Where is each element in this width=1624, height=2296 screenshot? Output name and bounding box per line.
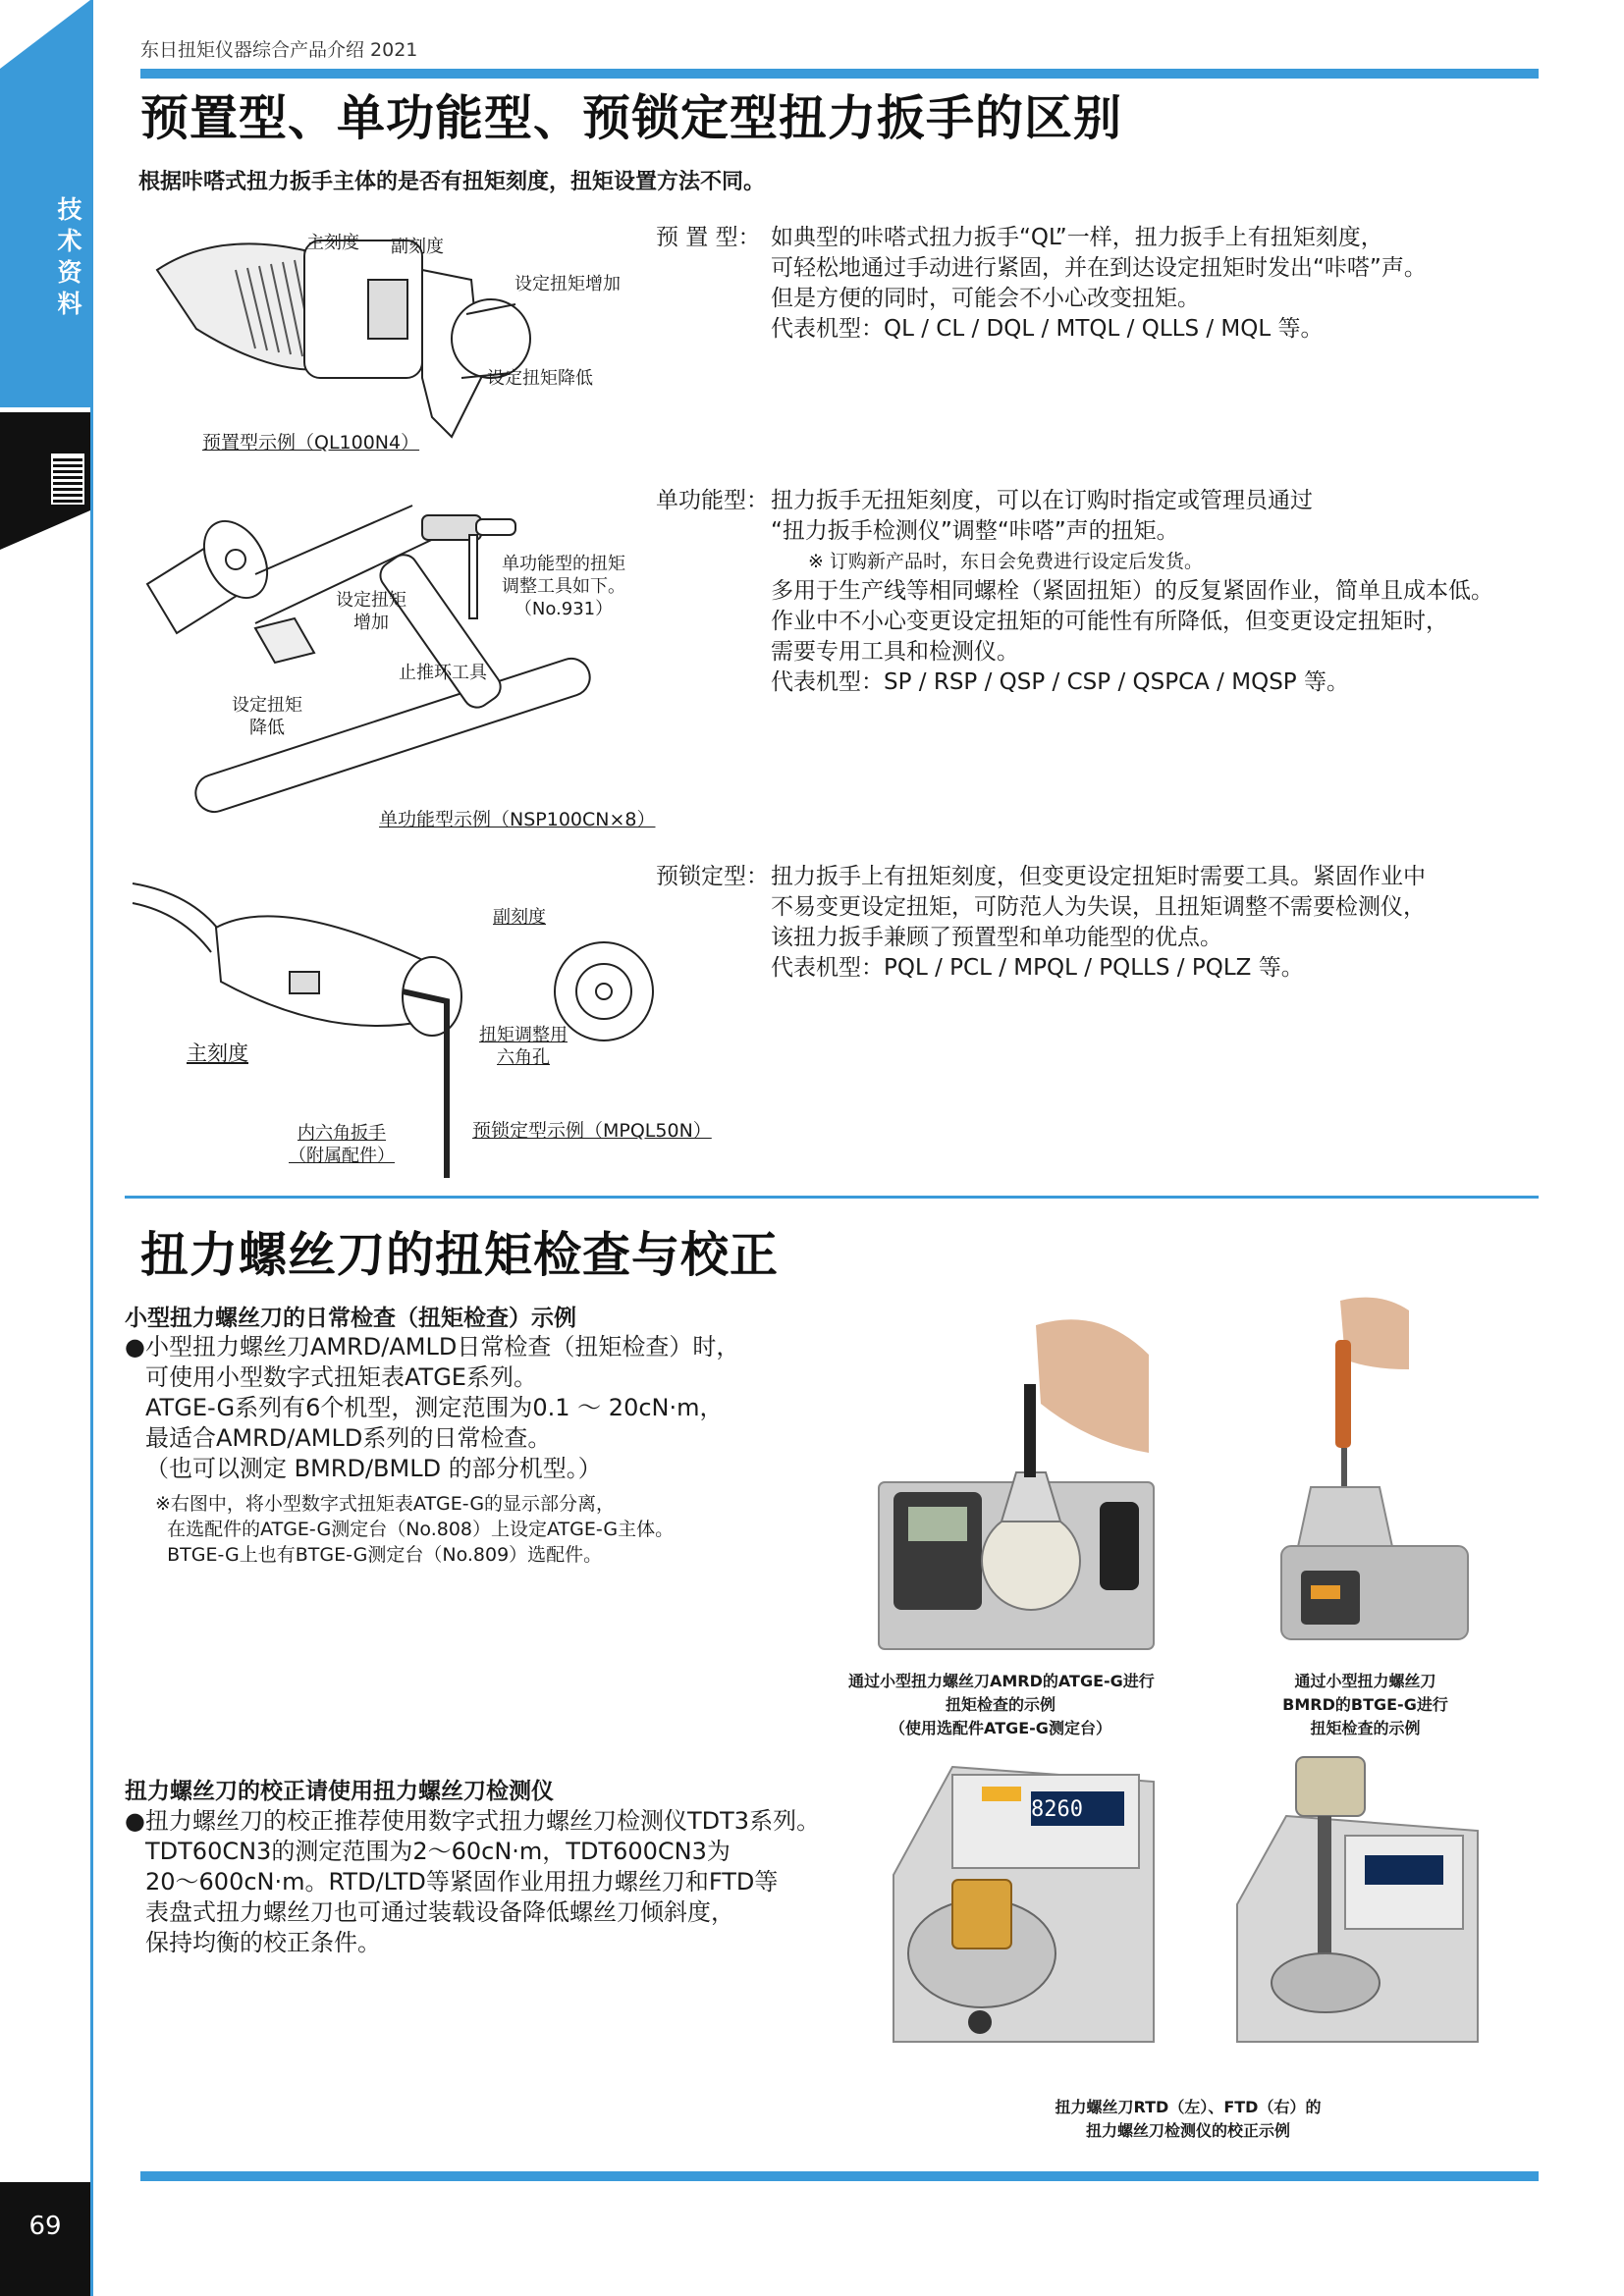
single-line-5: 需要专用工具和检测仪。 (771, 639, 1019, 665)
section2-title: 扭力螺丝刀的扭矩检查与校正 (140, 1227, 780, 1283)
prelock-hex-key-label: 内六角扳手 （附属配件） (289, 1123, 395, 1166)
calibration-line-5: 保持均衡的校正条件。 (145, 1929, 381, 1956)
preset-line-4: 代表机型：QL / CL / DQL / MTQL / QLLS / MQL 等。 (771, 316, 1324, 342)
preset-term: 预 置 型： (656, 225, 761, 250)
preset-caption: 预置型示例（QL100N4） (202, 432, 420, 454)
prelock-sub-scale-label: 副刻度 (493, 907, 546, 928)
daily-check-line-4: 最适合AMRD/AMLD系列的日常检查。 (145, 1424, 552, 1452)
ftd-tester-photo (1227, 1757, 1483, 2052)
daily-check-heading: 小型扭力螺丝刀的日常检查（扭矩检查）示例 (125, 1306, 576, 1331)
prelock-line-4: 代表机型：PQL / PCL / MPQL / PQLLS / PQLZ 等。 (771, 955, 1304, 981)
preset-sub-scale-label: 副刻度 (391, 237, 444, 257)
daily-check-line-1: 小型扭力螺丝刀AMRD/AMLD日常检查（扭矩检查）时， (145, 1333, 740, 1361)
single-wrench-illustration (147, 506, 638, 800)
single-caption: 单功能型示例（NSP100CN×8） (379, 809, 656, 830)
single-note: ※ 订购新产品时，东日会免费进行设定后发货。 (808, 551, 1203, 572)
preset-wrench-illustration (157, 231, 569, 452)
prelock-line-2: 不易变更设定扭矩，可防范人为失误，且扭矩调整不需要检测仪， (771, 894, 1426, 920)
section-divider (125, 1196, 1539, 1199)
calibration-heading: 扭力螺丝刀的校正请使用扭力螺丝刀检测仪 (125, 1779, 554, 1804)
side-tab-label: 技术资料 (57, 195, 82, 318)
preset-decrease-label: 设定扭矩降低 (487, 368, 593, 389)
single-tool-label: 单功能型的扭矩 调整工具如下。 （No.931） (502, 554, 625, 619)
prelock-hex-hole-label: 扭矩调整用 六角孔 (479, 1025, 568, 1068)
single-increase-label: 设定扭矩 增加 (336, 590, 406, 633)
book-icon (51, 454, 84, 505)
btge-g-photo (1262, 1301, 1483, 1659)
calibration-line-3: 20～600cN·m。RTD/LTD等紧固作业用扭力螺丝刀和FTD等 (145, 1868, 779, 1896)
calibration-line-4: 表盘式扭力螺丝刀也可通过装载设备降低螺丝刀倾斜度， (145, 1898, 734, 1926)
daily-note-1: ※右图中，将小型数字式扭矩表ATGE-G的显示部分离， (155, 1493, 616, 1515)
preset-increase-label: 设定扭矩增加 (514, 274, 621, 294)
section1-title: 预置型、单功能型、预锁定型扭力扳手的区别 (140, 90, 1123, 146)
daily-note-2: 在选配件的ATGE-G测定台（No.808）上设定ATGE-G主体。 (155, 1519, 675, 1540)
single-line-1: 扭力扳手无扭矩刻度，可以在订购时指定或管理员通过 (771, 488, 1313, 513)
daily-check-bullet: ● (125, 1333, 145, 1361)
single-line-2: “扭力扳手检测仪”调整“咔嗒”声的扭矩。 (771, 518, 1179, 544)
prelock-caption: 预锁定型示例（MPQL50N） (472, 1120, 712, 1142)
single-line-6: 代表机型：SP / RSP / QSP / CSP / QSPCA / MQSP 等。 (771, 669, 1349, 695)
preset-line-2: 可轻松地通过手动进行紧固，并在到达设定扭矩时发出“咔嗒”声。 (771, 255, 1427, 281)
single-line-4: 作业中不小心变更设定扭矩的可能性有所降低，但变更设定扭矩时， (771, 609, 1448, 634)
btge-g-photo-caption: 通过小型扭力螺丝刀 BMRD的BTGE-G进行 扭矩检查的示例 (1282, 1672, 1448, 1737)
atge-g-photo-caption: 通过小型扭力螺丝刀AMRD的ATGE-G进行 扭矩检查的示例 （使用选配件ATGE-G测定台） (848, 1672, 1155, 1737)
footer-bar (140, 2171, 1539, 2181)
daily-check-line-3: ATGE-G系列有6个机型，测定范围为0.1 ～ 20cN·m， (145, 1394, 724, 1421)
section1-intro: 根据咔嗒式扭力扳手主体的是否有扭矩刻度，扭矩设置方法不同。 (138, 170, 766, 194)
page-number: 69 (28, 2212, 62, 2241)
daily-check-line-5: （也可以测定 BMRD/BMLD 的部分机型。） (145, 1455, 602, 1482)
header-bar (140, 69, 1539, 79)
tester-photo-caption: 扭力螺丝刀RTD（左）、FTD（右）的 扭力螺丝刀检测仪的校正示例 (1055, 2098, 1322, 2140)
calibration-line-1: 扭力螺丝刀的校正推荐使用数字式扭力螺丝刀检测仪TDT3系列。 (145, 1807, 821, 1835)
single-term: 单功能型： (656, 488, 769, 513)
prelock-line-1: 扭力扳手上有扭矩刻度，但变更设定扭矩时需要工具。紧固作业中 (771, 864, 1426, 889)
prelock-line-3: 该扭力扳手兼顾了预置型和单功能型的优点。 (771, 925, 1222, 950)
calibration-bullet: ● (125, 1807, 145, 1835)
atge-g-photo (864, 1296, 1159, 1659)
single-line-3: 多用于生产线等相同螺栓（紧固扭矩）的反复紧固作业，简单且成本低。 (771, 578, 1493, 604)
preset-line-1: 如典型的咔嗒式扭力扳手“QL”一样，扭力扳手上有扭矩刻度， (771, 225, 1383, 250)
catalog-title: 东日扭矩仪器综合产品介绍 2021 (140, 39, 418, 61)
preset-line-3: 但是方便的同时，可能会不小心改变扭矩。 (771, 286, 1200, 311)
calibration-line-2: TDT60CN3的测定范围为2～60cN·m，TDT600CN3为 (145, 1838, 731, 1865)
tester-display: 8260 (1031, 1797, 1083, 1822)
daily-note-3: BTGE-G上也有BTGE-G测定台（No.809）选配件。 (155, 1544, 603, 1566)
left-margin-line (90, 0, 93, 2296)
rtd-tester-photo (874, 1757, 1159, 2052)
single-ring-tool-label: 止推环工具 (399, 663, 487, 683)
prelock-term: 预锁定型： (656, 864, 769, 889)
single-decrease-label: 设定扭矩 降低 (232, 695, 302, 738)
daily-check-line-2: 可使用小型数字式扭矩表ATGE系列。 (145, 1363, 537, 1391)
prelock-main-scale-label: 主刻度 (187, 1041, 248, 1065)
preset-main-scale-label: 主刻度 (306, 233, 359, 253)
